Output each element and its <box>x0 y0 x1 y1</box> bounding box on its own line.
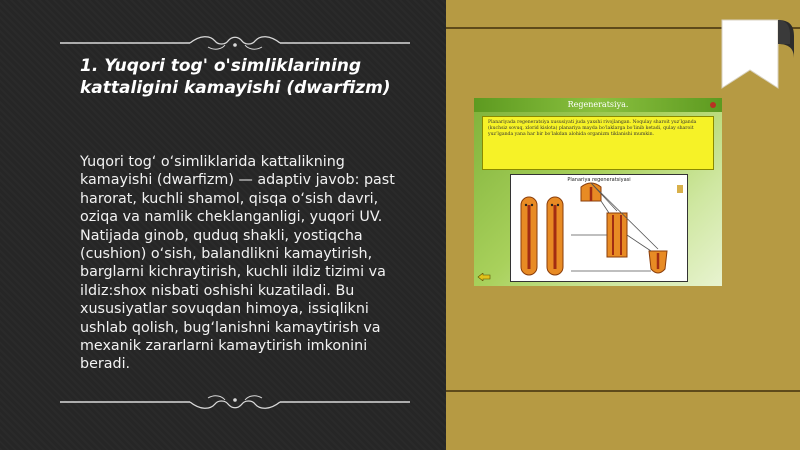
planaria-segment-head-icon <box>581 183 601 201</box>
planaria-drawing <box>511 175 687 281</box>
planaria-segment-mid-icon <box>607 213 627 257</box>
flourish-divider-icon <box>60 392 410 412</box>
arrow-left-icon[interactable] <box>477 273 491 281</box>
diagram-tag-icon <box>677 185 683 193</box>
slide-title: 1. Yuqori tog' o'simliklarining kattaligini kamayishi (dwarfizm) <box>80 56 391 98</box>
diagram-label: Planariya regeneratsiyasi <box>567 177 631 183</box>
planaria-diagram <box>510 174 688 282</box>
regeneration-illustration <box>474 98 722 286</box>
image-heading: Regeneratsiya. <box>474 98 722 112</box>
flourish-divider-icon <box>60 33 410 53</box>
planaria-whole-1-icon <box>521 197 537 275</box>
image-description-box: Planariyada regeneratsiya xususiyati juda yaxshi rivojlangan. Noqulay sharoit yuz‘lganda (kuchsiz sovuq, xlorid kislota) planariya mayda bo‘laklarga bo‘linib ketadi, qulay sharoit yuz‘lganda yana har bir bo‘lakdan alohida organizm tiklanishi mumkin. <box>482 116 714 170</box>
slide-body-text: Yuqori tog‘ o‘simliklarida kattalikning kamayishi (dwarfizm) — adaptiv javob: past harorat, kuchli shamol, qisqa o‘sish davri, oziqa va namlik cheklanganligi, yuqori UV. Natijada ginob, quduq shakli, yostiqcha (cushion) o‘sish, balandlikni kamaytirish, barglarni kichraytirish, kuchli ildiz tizimi va ildiz:shox nisbati oshishi kuzatiladi. Bu xususiyatlar sovuqdan himoya, issiqlikni ushlab qolish, bug‘lanishni kamaytirish va mexanik zararlarni kamaytirish imkonini beradi. <box>80 154 395 373</box>
bookmark-ribbon-icon <box>718 18 798 98</box>
red-dot-icon <box>710 102 716 108</box>
decor-line-bottom <box>446 390 800 392</box>
planaria-whole-2-icon <box>547 197 563 275</box>
planaria-segment-tail-icon <box>649 251 667 273</box>
